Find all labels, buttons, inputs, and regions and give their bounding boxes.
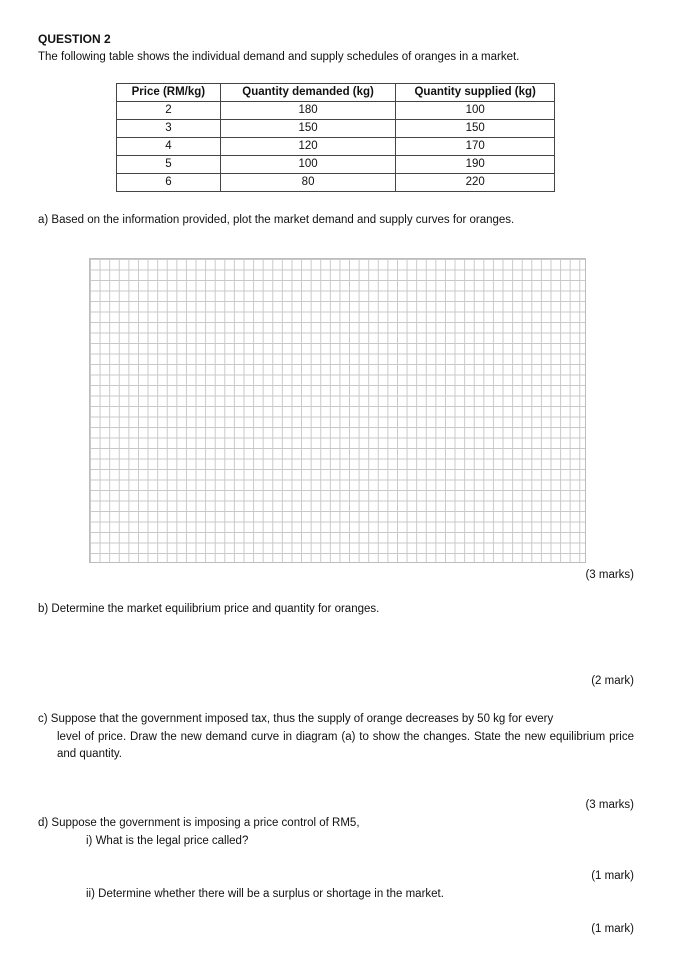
cell-demanded: 150 [220,120,396,138]
cell-demanded: 180 [220,102,396,120]
question-title: QUESTION 2 [38,32,111,46]
table-row [117,156,555,174]
part-d-sub-i-marks: (1 mark) [591,870,634,882]
cell-price: 3 [117,120,221,138]
cell-price: 6 [117,174,221,192]
cell-supplied: 100 [396,102,555,120]
intro-text: The following table shows the individual demand and supply schedules of oranges in a market. [38,51,520,63]
graph-paper-grid [89,258,586,563]
part-c-line-1: c) Suppose that the government imposed tax, thus the supply of orange decreases by 50 kg for every [38,713,554,725]
part-b-marks: (2 mark) [591,675,634,687]
cell-price: 5 [117,156,221,174]
cell-supplied: 170 [396,138,555,156]
table-row [117,120,555,138]
part-c-line-2: level of price. Draw the new demand curve in diagram (a) to show the changes. State the new equilibrium price and quantity. [57,730,634,760]
table-row [117,138,555,156]
cell-supplied: 190 [396,156,555,174]
part-d-question: d) Suppose the government is imposing a price control of RM5, [38,817,360,829]
cell-supplied: 220 [396,174,555,192]
part-d-sub-ii-marks: (1 mark) [591,923,634,935]
header-quantity-supplied: Quantity supplied (kg) [396,84,555,102]
part-d-sub-ii: ii) Determine whether there will be a surplus or shortage in the market. [86,888,444,900]
part-d-sub-i: i) What is the legal price called? [86,835,249,847]
table-header-row [117,84,555,102]
cell-demanded: 120 [220,138,396,156]
part-a-question: a) Based on the information provided, plot the market demand and supply curves for oranges. [38,214,515,226]
cell-demanded: 100 [220,156,396,174]
table-row [117,102,555,120]
cell-demanded: 80 [220,174,396,192]
schedule-table [116,83,555,192]
cell-price: 2 [117,102,221,120]
part-c-question [38,711,634,764]
header-price: Price (RM/kg) [117,84,221,102]
part-b-question: b) Determine the market equilibrium price and quantity for oranges. [38,603,380,615]
part-a-marks: (3 marks) [585,569,634,581]
table-row [117,174,555,192]
cell-supplied: 150 [396,120,555,138]
cell-price: 4 [117,138,221,156]
part-c-marks: (3 marks) [585,799,634,811]
header-quantity-demanded: Quantity demanded (kg) [220,84,396,102]
